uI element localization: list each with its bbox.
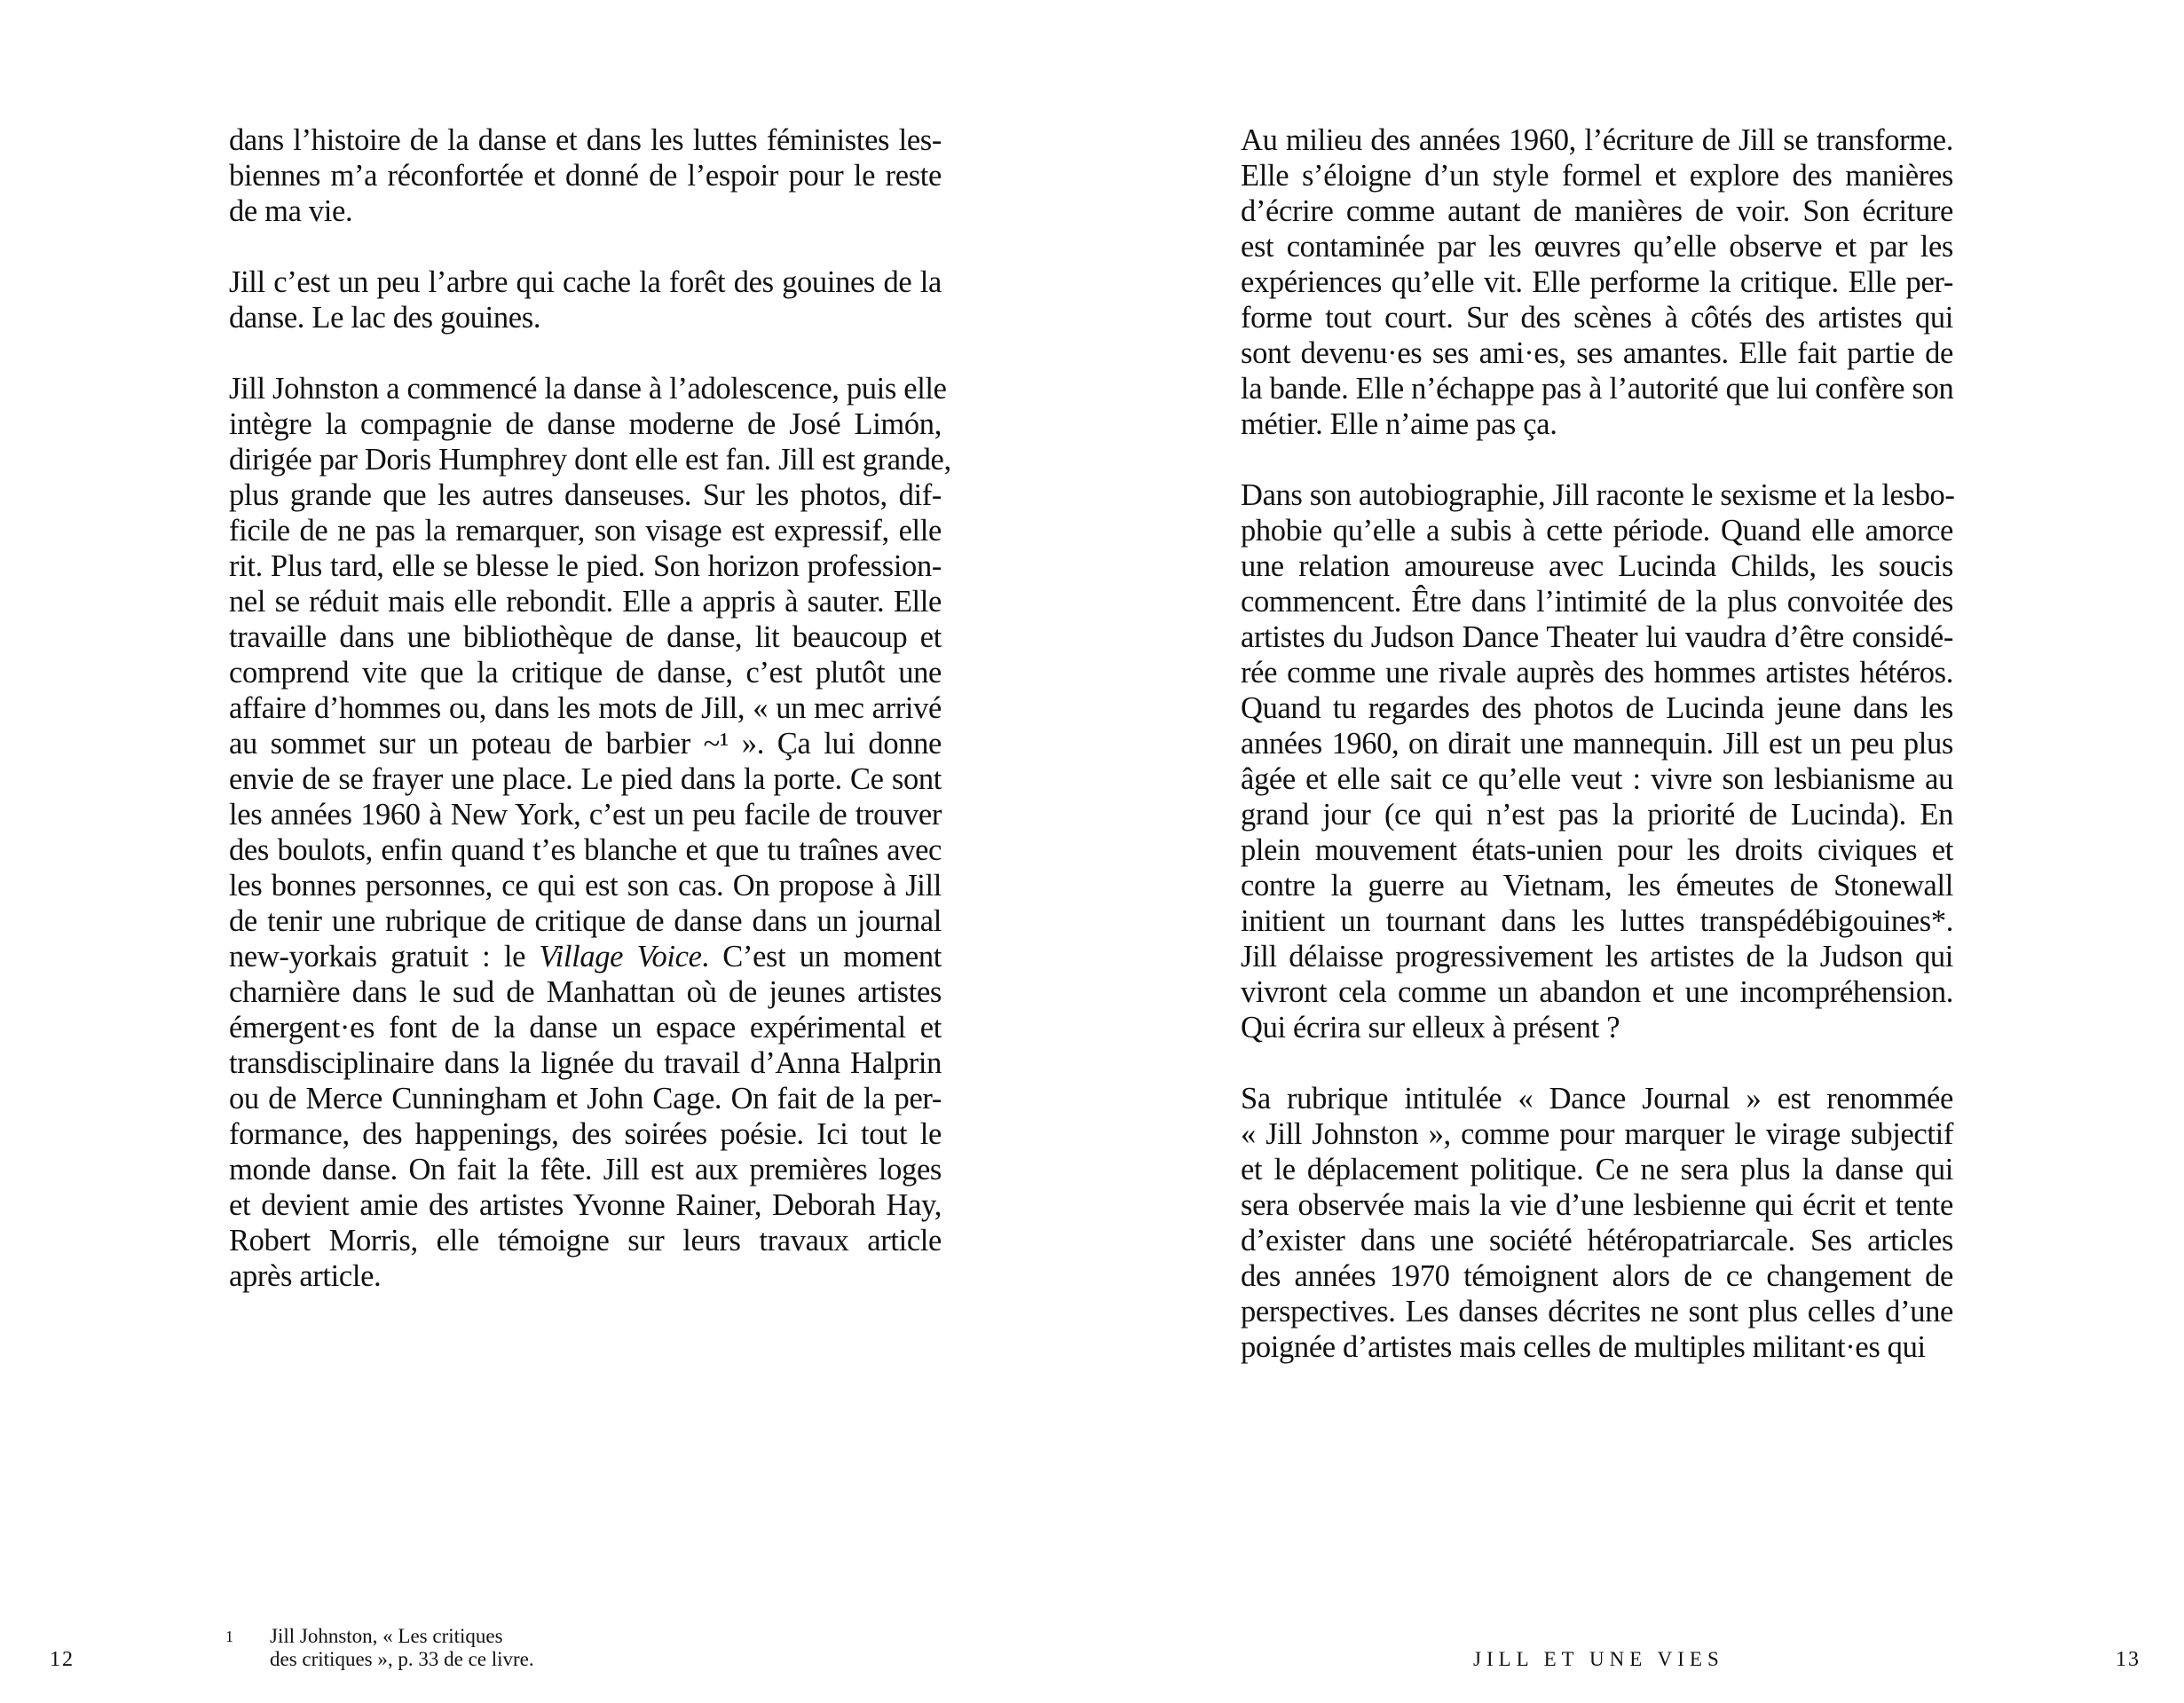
text-line: et devient amie des artistes Yvonne Rainer, Deborah Hay, xyxy=(229,1188,942,1222)
text-line: la bande. Elle n’échappe pas à l’autorité que lui confère son xyxy=(1241,372,1954,406)
text-line: artistes du Judson Dance Theater lui vaudra d’être considé- xyxy=(1241,620,1953,654)
text-line: monde danse. On fait la fête. Jill est aux premières loges xyxy=(229,1153,942,1187)
text-line: une relation amoureuse avec Lucinda Childs, les soucis xyxy=(1241,549,1953,583)
text-line: Dans son autobiographie, Jill raconte le sexisme et la lesbo- xyxy=(1241,478,1955,512)
text-line: dirigée par Doris Humphrey dont elle est fan. Jill est grande, xyxy=(229,443,951,477)
text-line: est contaminée par les œuvres qu’elle observe et par les xyxy=(1241,230,1953,264)
text-line: « Jill Johnston », comme pour marquer le virage subjectif xyxy=(1241,1117,1953,1151)
text-line: rée comme une rivale auprès des hommes artistes hétéros. xyxy=(1241,656,1953,690)
text-line: ficile de ne pas la remarquer, son visage est expressif, elle xyxy=(229,514,942,548)
text-line: Robert Morris, elle témoigne sur leurs travaux article xyxy=(229,1224,942,1258)
text-line: les années 1960 à New York, c’est un peu facile de trouver xyxy=(229,798,942,832)
text-line: new-yorkais gratuit : le Village Voice. C’est un moment xyxy=(229,940,942,974)
text-line: Jill délaisse progressivement les artistes de la Judson qui xyxy=(1241,940,1953,974)
text-line: de tenir une rubrique de critique de danse dans un journal xyxy=(229,904,942,938)
text-line: et le déplacement politique. Ce ne sera plus la danse qui xyxy=(1241,1153,1953,1187)
text-line: Sa rubrique intitulée « Dance Journal » est renommée xyxy=(1241,1082,1953,1116)
running-head: JILL ET UNE VIES xyxy=(1473,1648,1724,1670)
publication-title: Village Voice xyxy=(539,940,702,974)
text-line: ou de Merce Cunningham et John Cage. On fait de la per- xyxy=(229,1082,942,1116)
text-line: Jill c’est un peu l’arbre qui cache la forêt des gouines de la xyxy=(229,265,942,299)
paragraph xyxy=(229,264,942,335)
text-line: phobie qu’elle a subis à cette période. Quand elle amorce xyxy=(1241,514,1953,548)
text-line: de ma vie. xyxy=(229,194,353,228)
text-line: Qui écrira sur elleux à présent ? xyxy=(1241,1011,1620,1045)
text-line: intègre la compagnie de danse moderne de José Limón, xyxy=(229,407,942,441)
page-number-left: 12 xyxy=(50,1648,75,1671)
text-line: d’écrire comme autant de manières de voir. Son écriture xyxy=(1241,194,1953,228)
text-line: expériences qu’elle vit. Elle performe la critique. Elle per- xyxy=(1241,265,1953,299)
text-line: Au milieu des années 1960, l’écriture de Jill se transforme. xyxy=(1241,123,1953,157)
text-line: émergent·es font de la danse un espace expérimental et xyxy=(229,1011,942,1045)
paragraph xyxy=(1241,122,1953,442)
text-line: les bonnes personnes, ce qui est son cas. On propose à Jill xyxy=(229,869,942,903)
text-line: poignée d’artistes mais celles de multiples militant·es qui xyxy=(1241,1330,1926,1364)
right-page xyxy=(1092,0,2184,1703)
paragraph xyxy=(1241,1081,1953,1365)
text-line: rit. Plus tard, elle se blesse le pied. Son horizon profession- xyxy=(229,549,942,583)
text-line: travaille dans une bibliothèque de danse, lit beaucoup et xyxy=(229,620,942,654)
paragraph xyxy=(1241,477,1953,1045)
text-line: d’exister dans une société hétéropatriarcale. Ses articles xyxy=(1241,1224,1953,1258)
text-line: charnière dans le sud de Manhattan où de jeunes artistes xyxy=(229,975,942,1009)
text-line: contre la guerre au Vietnam, les émeutes de Stonewall xyxy=(1241,869,1953,903)
text-line: grand jour (ce qui n’est pas la priorité de Lucinda). En xyxy=(1241,798,1953,832)
text-line: au sommet sur un poteau de barbier ~¹ ». Ça lui donne xyxy=(229,727,942,761)
text-line: danse. Le lac des gouines. xyxy=(229,301,541,335)
footnote-number: 1 xyxy=(225,1628,233,1645)
text-line: dans l’histoire de la danse et dans les luttes féministes les- xyxy=(229,123,942,157)
text-line: Quand tu regardes des photos de Lucinda jeune dans les xyxy=(1241,691,1953,725)
text-line: formance, des happenings, des soirées poésie. Ici tout le xyxy=(229,1117,942,1151)
text-line: des boulots, enfin quand t’es blanche et que tu traînes avec xyxy=(229,833,942,867)
text-line: comprend vite que la critique de danse, c’est plutôt une xyxy=(229,656,942,690)
paragraph xyxy=(229,371,951,1294)
text-line: transdisciplinaire dans la lignée du travail d’Anna Halprin xyxy=(229,1046,942,1080)
text-line: après article. xyxy=(229,1259,382,1293)
text-line: Elle s’éloigne d’un style formel et explore des manières xyxy=(1241,159,1953,193)
text-line: âgée et elle sait ce qu’elle veut : vivre son lesbianisme au xyxy=(1241,762,1953,796)
text-line: plus grande que les autres danseuses. Sur les photos, dif- xyxy=(229,478,942,512)
text-line: plein mouvement états-unien pour les droits civiques et xyxy=(1241,833,1953,867)
text-line: biennes m’a réconfortée et donné de l’espoir pour le reste xyxy=(229,159,942,193)
text-line: nel se réduit mais elle rebondit. Elle a appris à sauter. Elle xyxy=(229,585,942,619)
text-line: vivront cela comme un abandon et une incompréhension. xyxy=(1241,975,1953,1009)
footnote-line: des critiques », p. 33 de ce livre. xyxy=(270,1648,534,1670)
text-line: initient un tournant dans les luttes transpédébigouines*. xyxy=(1241,904,1953,938)
page-number-right: 13 xyxy=(2116,1648,2141,1671)
left-text-column xyxy=(229,122,951,1294)
text-line: commencent. Être dans l’intimité de la plus convoitée des xyxy=(1241,585,1953,619)
text-line: métier. Elle n’aime pas ça. xyxy=(1241,407,1557,441)
right-text-column xyxy=(1241,122,1953,1365)
text-line: années 1960, on dirait une mannequin. Jill est un peu plus xyxy=(1241,727,1953,761)
text-line: sera observée mais la vie d’une lesbienne qui écrit et tente xyxy=(1241,1188,1953,1222)
paragraph xyxy=(229,122,942,229)
text-line: envie de se frayer une place. Le pied dans la porte. Ce sont xyxy=(229,762,942,796)
text-line: sont devenu·es ses ami·es, ses amantes. Elle fait partie de xyxy=(1241,336,1953,370)
footnote-line: Jill Johnston, « Les critiques xyxy=(270,1625,503,1647)
text-line: perspectives. Les danses décrites ne sont plus celles d’une xyxy=(1241,1295,1953,1328)
text-line: Jill Johnston a commencé la danse à l’adolescence, puis elle xyxy=(229,372,947,406)
footnote-text xyxy=(270,1625,534,1671)
text-line: forme tout court. Sur des scènes à côtés des artistes qui xyxy=(1241,301,1953,335)
text-line: des années 1970 témoignent alors de ce changement de xyxy=(1241,1259,1953,1293)
text-line: affaire d’hommes ou, dans les mots de Jill, « un mec arrivé xyxy=(229,691,942,725)
